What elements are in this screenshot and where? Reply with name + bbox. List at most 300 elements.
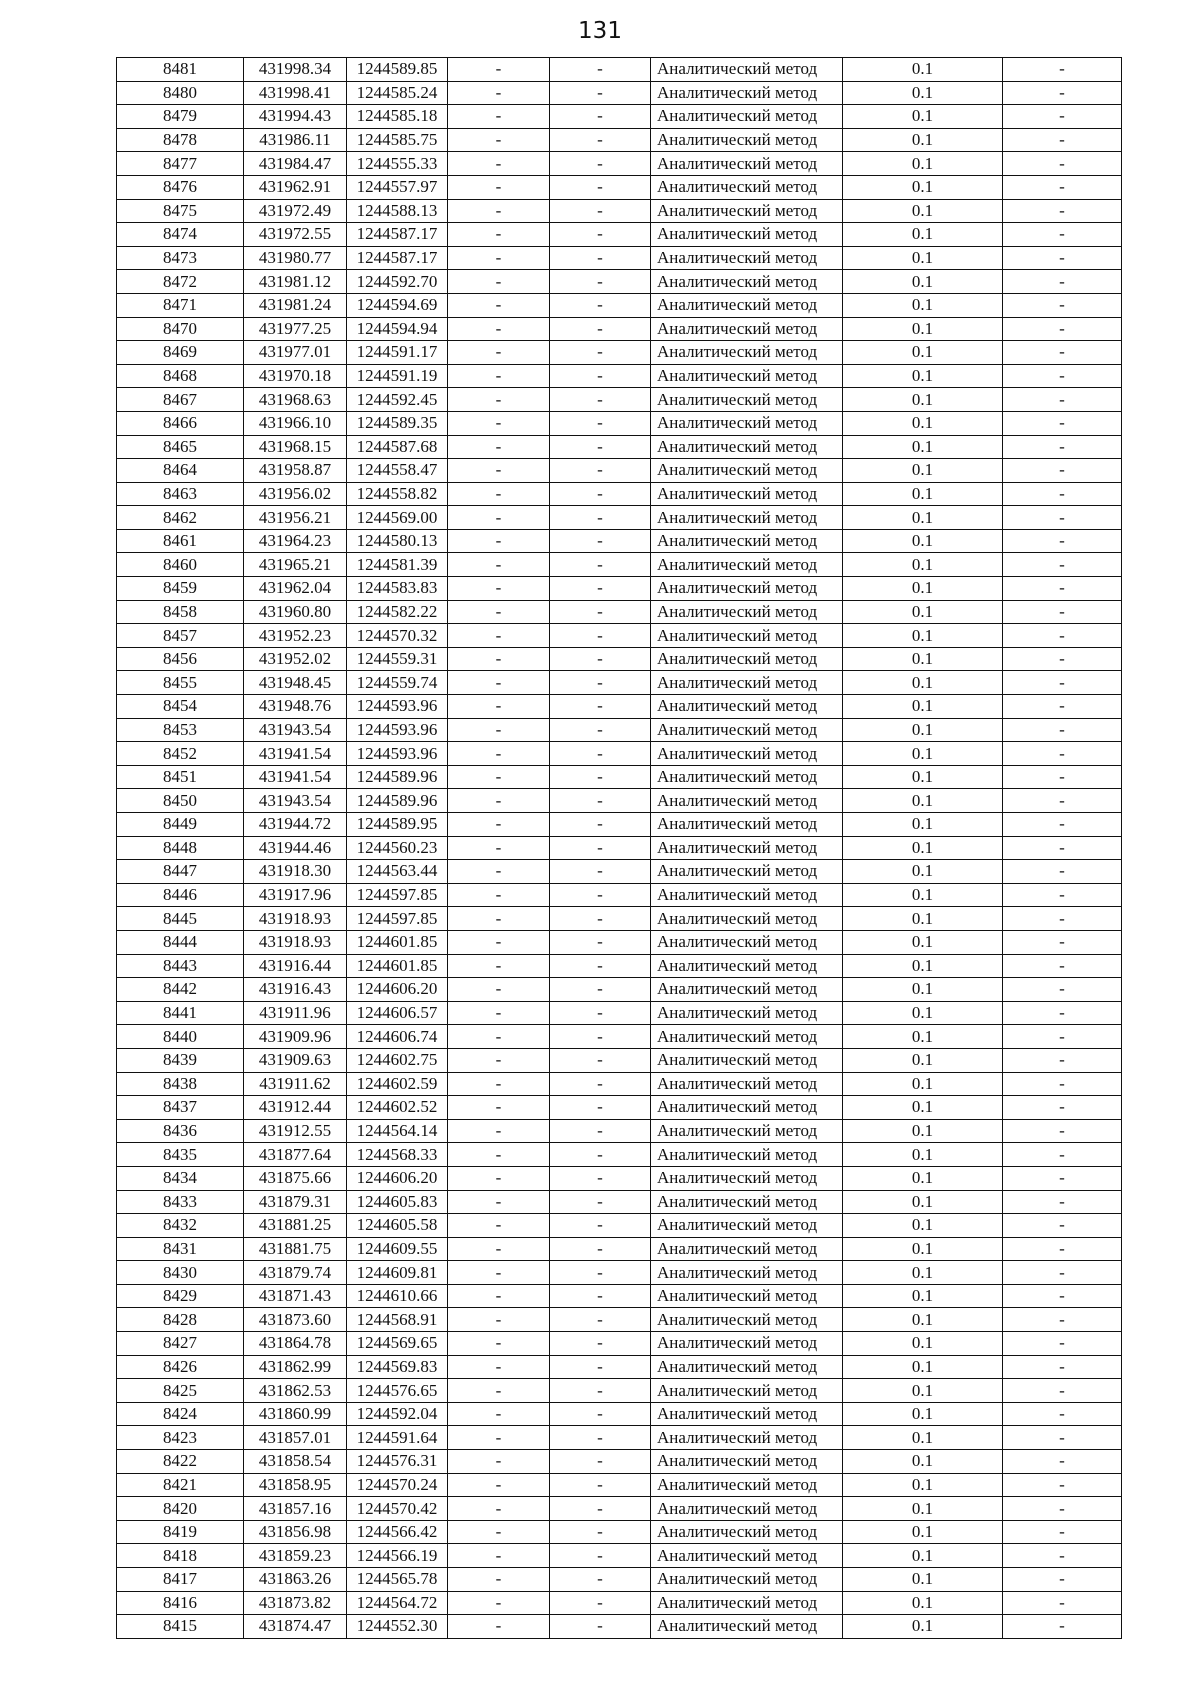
x-coordinate-cell: 431857.01	[244, 1426, 347, 1450]
y-coordinate-cell: 1244593.96	[347, 695, 448, 719]
point-number-cell: 8459	[117, 577, 244, 601]
method-cell: Аналитический метод	[651, 506, 843, 530]
col5-cell: -	[550, 695, 651, 719]
point-number-cell: 8448	[117, 836, 244, 860]
accuracy-cell: 0.1	[843, 1284, 1003, 1308]
x-coordinate-cell: 431912.55	[244, 1119, 347, 1143]
col5-cell: -	[550, 459, 651, 483]
col8-cell: -	[1003, 1473, 1122, 1497]
col8-cell: -	[1003, 270, 1122, 294]
point-number-cell: 8418	[117, 1544, 244, 1568]
col8-cell: -	[1003, 482, 1122, 506]
col4-cell: -	[448, 1166, 550, 1190]
x-coordinate-cell: 431998.34	[244, 58, 347, 82]
x-coordinate-cell: 431862.53	[244, 1379, 347, 1403]
x-coordinate-cell: 431877.64	[244, 1143, 347, 1167]
y-coordinate-cell: 1244565.78	[347, 1568, 448, 1592]
accuracy-cell: 0.1	[843, 718, 1003, 742]
col5-cell: -	[550, 1190, 651, 1214]
method-cell: Аналитический метод	[651, 1166, 843, 1190]
point-number-cell: 8469	[117, 341, 244, 365]
col5-cell: -	[550, 223, 651, 247]
method-cell: Аналитический метод	[651, 718, 843, 742]
accuracy-cell: 0.1	[843, 246, 1003, 270]
col5-cell: -	[550, 1332, 651, 1356]
accuracy-cell: 0.1	[843, 411, 1003, 435]
col4-cell: -	[448, 1450, 550, 1474]
point-number-cell: 8474	[117, 223, 244, 247]
accuracy-cell: 0.1	[843, 930, 1003, 954]
col8-cell: -	[1003, 600, 1122, 624]
col5-cell: -	[550, 860, 651, 884]
method-cell: Аналитический метод	[651, 954, 843, 978]
col5-cell: -	[550, 1568, 651, 1592]
col4-cell: -	[448, 175, 550, 199]
point-number-cell: 8444	[117, 930, 244, 954]
table-row	[117, 600, 1122, 624]
col4-cell: -	[448, 1237, 550, 1261]
point-number-cell: 8421	[117, 1473, 244, 1497]
col5-cell: -	[550, 930, 651, 954]
col4-cell: -	[448, 1048, 550, 1072]
x-coordinate-cell: 431863.26	[244, 1568, 347, 1592]
col5-cell: -	[550, 765, 651, 789]
col8-cell: -	[1003, 789, 1122, 813]
x-coordinate-cell: 431862.99	[244, 1355, 347, 1379]
col8-cell: -	[1003, 907, 1122, 931]
point-number-cell: 8419	[117, 1520, 244, 1544]
x-coordinate-cell: 431956.21	[244, 506, 347, 530]
point-number-cell: 8478	[117, 128, 244, 152]
table-row	[117, 1190, 1122, 1214]
y-coordinate-cell: 1244593.96	[347, 718, 448, 742]
table-row	[117, 1237, 1122, 1261]
y-coordinate-cell: 1244605.83	[347, 1190, 448, 1214]
y-coordinate-cell: 1244594.94	[347, 317, 448, 341]
col8-cell: -	[1003, 1025, 1122, 1049]
y-coordinate-cell: 1244597.85	[347, 907, 448, 931]
point-number-cell: 8454	[117, 695, 244, 719]
y-coordinate-cell: 1244559.74	[347, 671, 448, 695]
x-coordinate-cell: 431857.16	[244, 1497, 347, 1521]
col5-cell: -	[550, 246, 651, 270]
point-number-cell: 8431	[117, 1237, 244, 1261]
col5-cell: -	[550, 907, 651, 931]
point-number-cell: 8468	[117, 364, 244, 388]
accuracy-cell: 0.1	[843, 671, 1003, 695]
accuracy-cell: 0.1	[843, 1072, 1003, 1096]
col4-cell: -	[448, 128, 550, 152]
x-coordinate-cell: 431943.54	[244, 789, 347, 813]
table-row	[117, 223, 1122, 247]
col5-cell: -	[550, 58, 651, 82]
table-row	[117, 1355, 1122, 1379]
col5-cell: -	[550, 1237, 651, 1261]
y-coordinate-cell: 1244568.91	[347, 1308, 448, 1332]
table-row	[117, 388, 1122, 412]
y-coordinate-cell: 1244589.35	[347, 411, 448, 435]
method-cell: Аналитический метод	[651, 600, 843, 624]
col4-cell: -	[448, 647, 550, 671]
table-row	[117, 364, 1122, 388]
col8-cell: -	[1003, 1426, 1122, 1450]
point-number-cell: 8464	[117, 459, 244, 483]
coordinates-table	[116, 57, 1122, 1639]
x-coordinate-cell: 431918.30	[244, 860, 347, 884]
col4-cell: -	[448, 364, 550, 388]
table-row	[117, 1001, 1122, 1025]
table-row	[117, 1261, 1122, 1285]
x-coordinate-cell: 431998.41	[244, 81, 347, 105]
method-cell: Аналитический метод	[651, 1473, 843, 1497]
point-number-cell: 8477	[117, 152, 244, 176]
col4-cell: -	[448, 1214, 550, 1238]
method-cell: Аналитический метод	[651, 411, 843, 435]
col5-cell: -	[550, 506, 651, 530]
coordinates-table-body	[117, 58, 1122, 1639]
col5-cell: -	[550, 105, 651, 129]
accuracy-cell: 0.1	[843, 813, 1003, 837]
col5-cell: -	[550, 954, 651, 978]
col5-cell: -	[550, 364, 651, 388]
col8-cell: -	[1003, 128, 1122, 152]
method-cell: Аналитический метод	[651, 671, 843, 695]
col5-cell: -	[550, 1072, 651, 1096]
method-cell: Аналитический метод	[651, 293, 843, 317]
col4-cell: -	[448, 1402, 550, 1426]
point-number-cell: 8415	[117, 1615, 244, 1639]
col4-cell: -	[448, 1426, 550, 1450]
point-number-cell: 8473	[117, 246, 244, 270]
accuracy-cell: 0.1	[843, 1426, 1003, 1450]
col5-cell: -	[550, 1591, 651, 1615]
col4-cell: -	[448, 860, 550, 884]
col4-cell: -	[448, 930, 550, 954]
accuracy-cell: 0.1	[843, 883, 1003, 907]
x-coordinate-cell: 431960.80	[244, 600, 347, 624]
col8-cell: -	[1003, 1096, 1122, 1120]
x-coordinate-cell: 431912.44	[244, 1096, 347, 1120]
method-cell: Аналитический метод	[651, 1308, 843, 1332]
method-cell: Аналитический метод	[651, 199, 843, 223]
col5-cell: -	[550, 1497, 651, 1521]
y-coordinate-cell: 1244558.82	[347, 482, 448, 506]
col8-cell: -	[1003, 58, 1122, 82]
x-coordinate-cell: 431918.93	[244, 930, 347, 954]
table-row	[117, 1544, 1122, 1568]
accuracy-cell: 0.1	[843, 647, 1003, 671]
table-row	[117, 1119, 1122, 1143]
x-coordinate-cell: 431879.31	[244, 1190, 347, 1214]
x-coordinate-cell: 431956.02	[244, 482, 347, 506]
y-coordinate-cell: 1244569.00	[347, 506, 448, 530]
col8-cell: -	[1003, 1379, 1122, 1403]
accuracy-cell: 0.1	[843, 270, 1003, 294]
col5-cell: -	[550, 152, 651, 176]
method-cell: Аналитический метод	[651, 1497, 843, 1521]
accuracy-cell: 0.1	[843, 1025, 1003, 1049]
x-coordinate-cell: 431860.99	[244, 1402, 347, 1426]
col4-cell: -	[448, 577, 550, 601]
method-cell: Аналитический метод	[651, 1214, 843, 1238]
table-row	[117, 718, 1122, 742]
y-coordinate-cell: 1244568.33	[347, 1143, 448, 1167]
point-number-cell: 8425	[117, 1379, 244, 1403]
method-cell: Аналитический метод	[651, 647, 843, 671]
point-number-cell: 8462	[117, 506, 244, 530]
accuracy-cell: 0.1	[843, 223, 1003, 247]
col4-cell: -	[448, 1119, 550, 1143]
col8-cell: -	[1003, 1143, 1122, 1167]
col4-cell: -	[448, 529, 550, 553]
col8-cell: -	[1003, 553, 1122, 577]
col5-cell: -	[550, 482, 651, 506]
col4-cell: -	[448, 270, 550, 294]
point-number-cell: 8424	[117, 1402, 244, 1426]
col4-cell: -	[448, 105, 550, 129]
point-number-cell: 8451	[117, 765, 244, 789]
method-cell: Аналитический метод	[651, 1426, 843, 1450]
x-coordinate-cell: 431858.54	[244, 1450, 347, 1474]
col8-cell: -	[1003, 1332, 1122, 1356]
col4-cell: -	[448, 600, 550, 624]
x-coordinate-cell: 431977.25	[244, 317, 347, 341]
method-cell: Аналитический метод	[651, 1355, 843, 1379]
x-coordinate-cell: 431858.95	[244, 1473, 347, 1497]
y-coordinate-cell: 1244563.44	[347, 860, 448, 884]
x-coordinate-cell: 431994.43	[244, 105, 347, 129]
col5-cell: -	[550, 1119, 651, 1143]
point-number-cell: 8453	[117, 718, 244, 742]
method-cell: Аналитический метод	[651, 270, 843, 294]
col5-cell: -	[550, 1261, 651, 1285]
method-cell: Аналитический метод	[651, 482, 843, 506]
method-cell: Аналитический метод	[651, 223, 843, 247]
col4-cell: -	[448, 789, 550, 813]
table-row	[117, 1284, 1122, 1308]
col8-cell: -	[1003, 1544, 1122, 1568]
col8-cell: -	[1003, 317, 1122, 341]
col5-cell: -	[550, 978, 651, 1002]
accuracy-cell: 0.1	[843, 1214, 1003, 1238]
x-coordinate-cell: 431958.87	[244, 459, 347, 483]
col8-cell: -	[1003, 223, 1122, 247]
table-row	[117, 81, 1122, 105]
method-cell: Аналитический метод	[651, 1450, 843, 1474]
y-coordinate-cell: 1244588.13	[347, 199, 448, 223]
col4-cell: -	[448, 813, 550, 837]
col8-cell: -	[1003, 883, 1122, 907]
point-number-cell: 8452	[117, 742, 244, 766]
point-number-cell: 8455	[117, 671, 244, 695]
accuracy-cell: 0.1	[843, 1119, 1003, 1143]
accuracy-cell: 0.1	[843, 600, 1003, 624]
col4-cell: -	[448, 411, 550, 435]
y-coordinate-cell: 1244591.19	[347, 364, 448, 388]
col8-cell: -	[1003, 341, 1122, 365]
col8-cell: -	[1003, 506, 1122, 530]
x-coordinate-cell: 431941.54	[244, 742, 347, 766]
table-row	[117, 553, 1122, 577]
col4-cell: -	[448, 1025, 550, 1049]
y-coordinate-cell: 1244602.75	[347, 1048, 448, 1072]
accuracy-cell: 0.1	[843, 1615, 1003, 1639]
table-row	[117, 954, 1122, 978]
method-cell: Аналитический метод	[651, 978, 843, 1002]
y-coordinate-cell: 1244589.95	[347, 813, 448, 837]
table-row	[117, 341, 1122, 365]
point-number-cell: 8467	[117, 388, 244, 412]
col4-cell: -	[448, 1379, 550, 1403]
table-row	[117, 1473, 1122, 1497]
col5-cell: -	[550, 81, 651, 105]
point-number-cell: 8472	[117, 270, 244, 294]
x-coordinate-cell: 431916.43	[244, 978, 347, 1002]
col8-cell: -	[1003, 364, 1122, 388]
y-coordinate-cell: 1244606.74	[347, 1025, 448, 1049]
table-row	[117, 1214, 1122, 1238]
col5-cell: -	[550, 577, 651, 601]
method-cell: Аналитический метод	[651, 58, 843, 82]
col8-cell: -	[1003, 1308, 1122, 1332]
accuracy-cell: 0.1	[843, 388, 1003, 412]
point-number-cell: 8434	[117, 1166, 244, 1190]
col8-cell: -	[1003, 742, 1122, 766]
y-coordinate-cell: 1244592.04	[347, 1402, 448, 1426]
col4-cell: -	[448, 1190, 550, 1214]
table-row	[117, 1308, 1122, 1332]
x-coordinate-cell: 431879.74	[244, 1261, 347, 1285]
accuracy-cell: 0.1	[843, 128, 1003, 152]
page-number: 131	[578, 18, 622, 44]
table-row	[117, 836, 1122, 860]
col5-cell: -	[550, 718, 651, 742]
col8-cell: -	[1003, 1568, 1122, 1592]
y-coordinate-cell: 1244591.64	[347, 1426, 448, 1450]
col4-cell: -	[448, 1332, 550, 1356]
col8-cell: -	[1003, 246, 1122, 270]
method-cell: Аналитический метод	[651, 128, 843, 152]
point-number-cell: 8466	[117, 411, 244, 435]
table-row	[117, 435, 1122, 459]
x-coordinate-cell: 431977.01	[244, 341, 347, 365]
col4-cell: -	[448, 81, 550, 105]
point-number-cell: 8439	[117, 1048, 244, 1072]
method-cell: Аналитический метод	[651, 577, 843, 601]
x-coordinate-cell: 431962.04	[244, 577, 347, 601]
col5-cell: -	[550, 1615, 651, 1639]
point-number-cell: 8465	[117, 435, 244, 459]
point-number-cell: 8428	[117, 1308, 244, 1332]
accuracy-cell: 0.1	[843, 954, 1003, 978]
point-number-cell: 8436	[117, 1119, 244, 1143]
x-coordinate-cell: 431909.63	[244, 1048, 347, 1072]
x-coordinate-cell: 431952.02	[244, 647, 347, 671]
col5-cell: -	[550, 1473, 651, 1497]
x-coordinate-cell: 431873.82	[244, 1591, 347, 1615]
col4-cell: -	[448, 1615, 550, 1639]
accuracy-cell: 0.1	[843, 860, 1003, 884]
col4-cell: -	[448, 1473, 550, 1497]
point-number-cell: 8456	[117, 647, 244, 671]
accuracy-cell: 0.1	[843, 624, 1003, 648]
col5-cell: -	[550, 836, 651, 860]
col5-cell: -	[550, 270, 651, 294]
method-cell: Аналитический метод	[651, 81, 843, 105]
x-coordinate-cell: 431941.54	[244, 765, 347, 789]
col5-cell: -	[550, 341, 651, 365]
method-cell: Аналитический метод	[651, 175, 843, 199]
y-coordinate-cell: 1244569.65	[347, 1332, 448, 1356]
y-coordinate-cell: 1244592.70	[347, 270, 448, 294]
table-row	[117, 199, 1122, 223]
x-coordinate-cell: 431864.78	[244, 1332, 347, 1356]
accuracy-cell: 0.1	[843, 175, 1003, 199]
col4-cell: -	[448, 1072, 550, 1096]
accuracy-cell: 0.1	[843, 1261, 1003, 1285]
point-number-cell: 8432	[117, 1214, 244, 1238]
col5-cell: -	[550, 1402, 651, 1426]
method-cell: Аналитический метод	[651, 1072, 843, 1096]
col5-cell: -	[550, 1426, 651, 1450]
table-row	[117, 293, 1122, 317]
accuracy-cell: 0.1	[843, 742, 1003, 766]
x-coordinate-cell: 431966.10	[244, 411, 347, 435]
col4-cell: -	[448, 459, 550, 483]
col8-cell: -	[1003, 529, 1122, 553]
table-row	[117, 1402, 1122, 1426]
point-number-cell: 8440	[117, 1025, 244, 1049]
point-number-cell: 8438	[117, 1072, 244, 1096]
y-coordinate-cell: 1244570.32	[347, 624, 448, 648]
x-coordinate-cell: 431984.47	[244, 152, 347, 176]
table-row	[117, 577, 1122, 601]
col5-cell: -	[550, 813, 651, 837]
accuracy-cell: 0.1	[843, 765, 1003, 789]
col5-cell: -	[550, 1544, 651, 1568]
table-row	[117, 1379, 1122, 1403]
x-coordinate-cell: 431981.12	[244, 270, 347, 294]
y-coordinate-cell: 1244610.66	[347, 1284, 448, 1308]
method-cell: Аналитический метод	[651, 1261, 843, 1285]
point-number-cell: 8416	[117, 1591, 244, 1615]
table-row	[117, 1450, 1122, 1474]
x-coordinate-cell: 431962.91	[244, 175, 347, 199]
col8-cell: -	[1003, 1450, 1122, 1474]
col8-cell: -	[1003, 411, 1122, 435]
method-cell: Аналитический метод	[651, 930, 843, 954]
col5-cell: -	[550, 317, 651, 341]
y-coordinate-cell: 1244580.13	[347, 529, 448, 553]
point-number-cell: 8420	[117, 1497, 244, 1521]
col5-cell: -	[550, 883, 651, 907]
point-number-cell: 8443	[117, 954, 244, 978]
accuracy-cell: 0.1	[843, 1166, 1003, 1190]
table-row	[117, 105, 1122, 129]
table-row	[117, 860, 1122, 884]
col4-cell: -	[448, 1355, 550, 1379]
accuracy-cell: 0.1	[843, 529, 1003, 553]
point-number-cell: 8433	[117, 1190, 244, 1214]
col4-cell: -	[448, 1497, 550, 1521]
point-number-cell: 8461	[117, 529, 244, 553]
method-cell: Аналитический метод	[651, 1591, 843, 1615]
col4-cell: -	[448, 954, 550, 978]
method-cell: Аналитический метод	[651, 435, 843, 459]
x-coordinate-cell: 431871.43	[244, 1284, 347, 1308]
point-number-cell: 8441	[117, 1001, 244, 1025]
method-cell: Аналитический метод	[651, 1568, 843, 1592]
